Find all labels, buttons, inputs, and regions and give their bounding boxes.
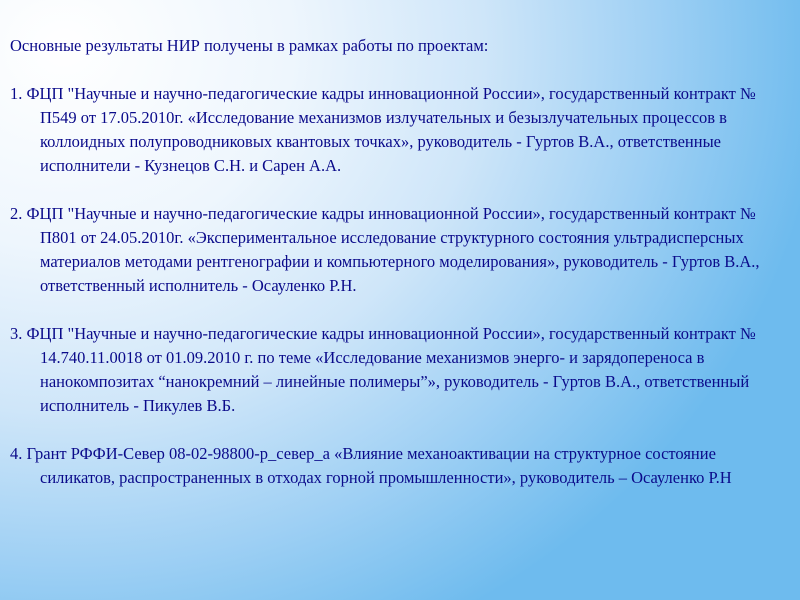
project-item-2: 2. ФЦП "Научные и научно-педагогические кадры инновационной России», государственный контракт № П801 от 24.05.2010г. «Экспериментальное исследование структурного состояния ультрадисперсных материалов методами рентгенографии и компьютерного моделирования», руководитель - Гуртов В.А., ответственный исполнитель - Осауленко Р.Н.	[10, 204, 760, 295]
project-item-4: 4. Грант РФФИ-Север 08-02-98800-р_север_а «Влияние механоактивации на структурное состояние силикатов, распространенных в отходах горной промышленности», руководитель – Осауленко Р.Н	[10, 444, 732, 487]
project-item-3: 3. ФЦП "Научные и научно-педагогические кадры инновационной России», государственный контракт № 14.740.11.0018 от 01.09.2010 г. по теме «Исследование механизмов энерго- и зарядопереноса в нанокомпозитах “нанокремний – линейные полимеры”», руководитель - Гуртов В.А., ответственный исполнитель - Пикулев В.Б.	[10, 324, 756, 415]
slide-content	[10, 34, 792, 490]
slide-heading: Основные результаты НИР получены в рамках работы по проектам:	[10, 36, 489, 55]
project-item-1: 1. ФЦП "Научные и научно-педагогические кадры инновационной России», государственный контракт № П549 от 17.05.2010г. «Исследование механизмов излучательных и безызлучательных процессов в коллоидных полупроводниковых квантовых точках», руководитель - Гуртов В.А., ответственные исполнители - Кузнецов С.Н. и Сарен А.А.	[10, 84, 756, 175]
